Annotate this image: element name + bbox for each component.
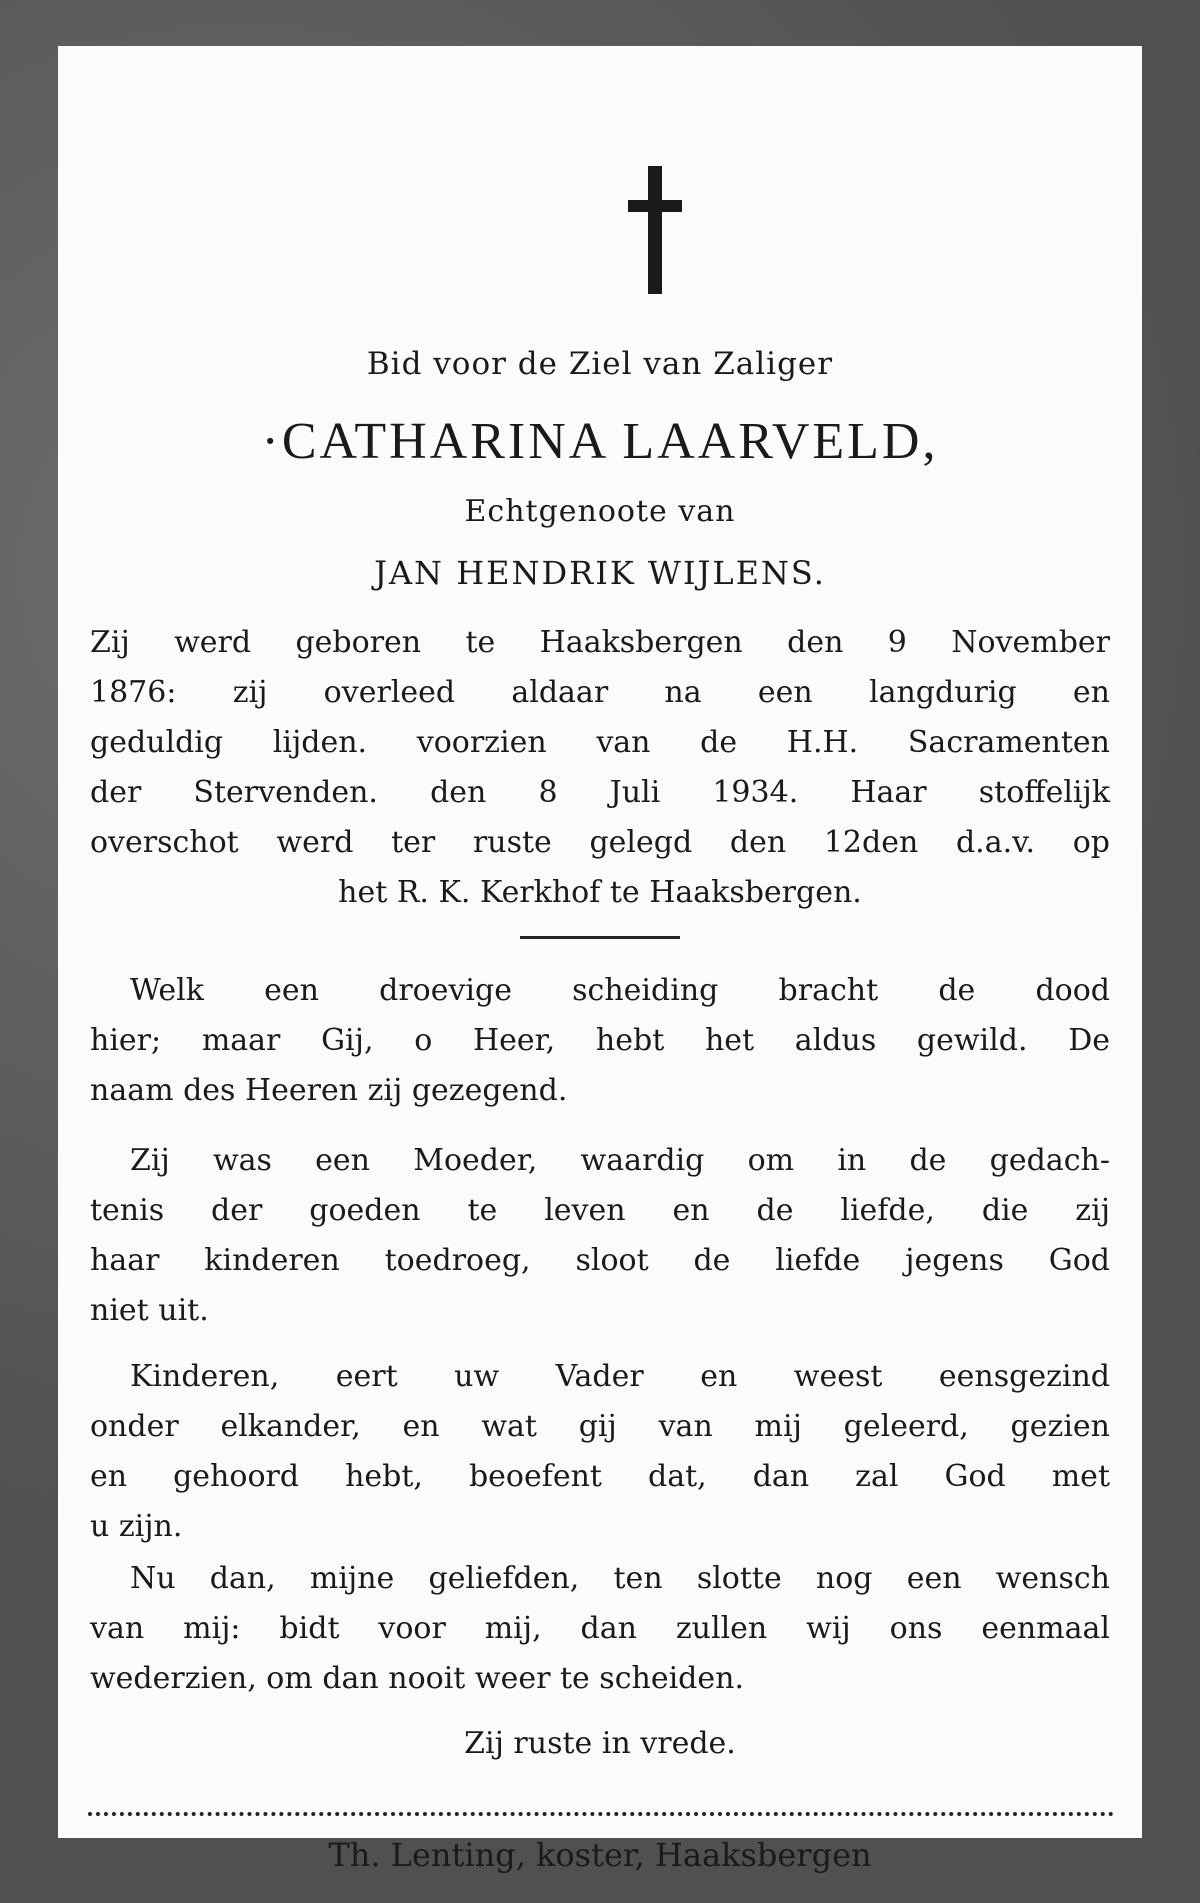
memorial-card xyxy=(58,46,1142,1874)
paragraph-line: u zijn. xyxy=(90,1509,183,1544)
paragraph-line: niet uit. xyxy=(90,1293,209,1328)
paragraph-line: Zij was een Moeder, waardig om in de gedach- xyxy=(130,1143,1110,1178)
spouse-name: JAN HENDRIK WIJLENS. xyxy=(374,554,826,592)
bio-line: het R. K. Kerkhof te Haaksbergen. xyxy=(338,875,862,910)
paragraph-line: wederzien, om dan nooit weer te scheiden. xyxy=(90,1661,744,1696)
paragraph-line: tenis der goeden te leven en de liefde, die zij xyxy=(90,1193,1110,1228)
bio-line: overschot werd ter ruste gelegd den 12den d.a.v. op xyxy=(90,825,1110,860)
deceased-name: ·CATHARINA LAARVELD, xyxy=(261,413,939,470)
dotted-divider xyxy=(88,1812,1114,1816)
paragraph-line: van mij: bidt voor mij, dan zullen wij ons eenmaal xyxy=(90,1611,1110,1646)
biography xyxy=(90,618,1110,918)
paragraph-line: en gehoord hebt, beoefent dat, dan zal God met xyxy=(90,1459,1110,1494)
cross-icon xyxy=(648,166,662,294)
divider xyxy=(520,936,680,939)
paragraph-line: Nu dan, mijne geliefden, ten slotte nog een wensch xyxy=(130,1561,1110,1596)
bio-line: geduldig lijden. voorzien van de H.H. Sacramenten xyxy=(90,725,1110,760)
paragraph-line: hier; maar Gij, o Heer, hebt het aldus gewild. De xyxy=(90,1023,1110,1058)
paragraph-line: onder elkander, en wat gij van mij geleerd, gezien xyxy=(90,1409,1110,1444)
bio-line: der Stervenden. den 8 Juli 1934. Haar stoffelijk xyxy=(90,775,1110,810)
paragraph xyxy=(90,1136,1110,1336)
paragraph-line: naam des Heeren zij gezegend. xyxy=(90,1073,568,1108)
spouse-label: Echtgenoote van xyxy=(464,494,736,529)
printer-credit: Th. Lenting, koster, Haaksbergen xyxy=(328,1836,872,1874)
bio-line: 1876: zij overleed aldaar na een langdurig en xyxy=(90,675,1110,710)
paragraph-line: haar kinderen toedroeg, sloot de liefde jegens God xyxy=(90,1243,1110,1278)
paragraph xyxy=(90,966,1110,1116)
paragraph-line: Welk een droevige scheiding bracht de dood xyxy=(130,973,1110,1008)
closing-text: Zij ruste in vrede. xyxy=(464,1726,736,1761)
paragraph-line: Kinderen, eert uw Vader en weest eensgezind xyxy=(130,1359,1110,1394)
paragraph xyxy=(90,1554,1110,1704)
bio-line: Zij werd geboren te Haaksbergen den 9 November xyxy=(90,625,1110,660)
intro-text: Bid voor de Ziel van Zaliger xyxy=(366,346,834,382)
paragraph xyxy=(90,1352,1110,1552)
